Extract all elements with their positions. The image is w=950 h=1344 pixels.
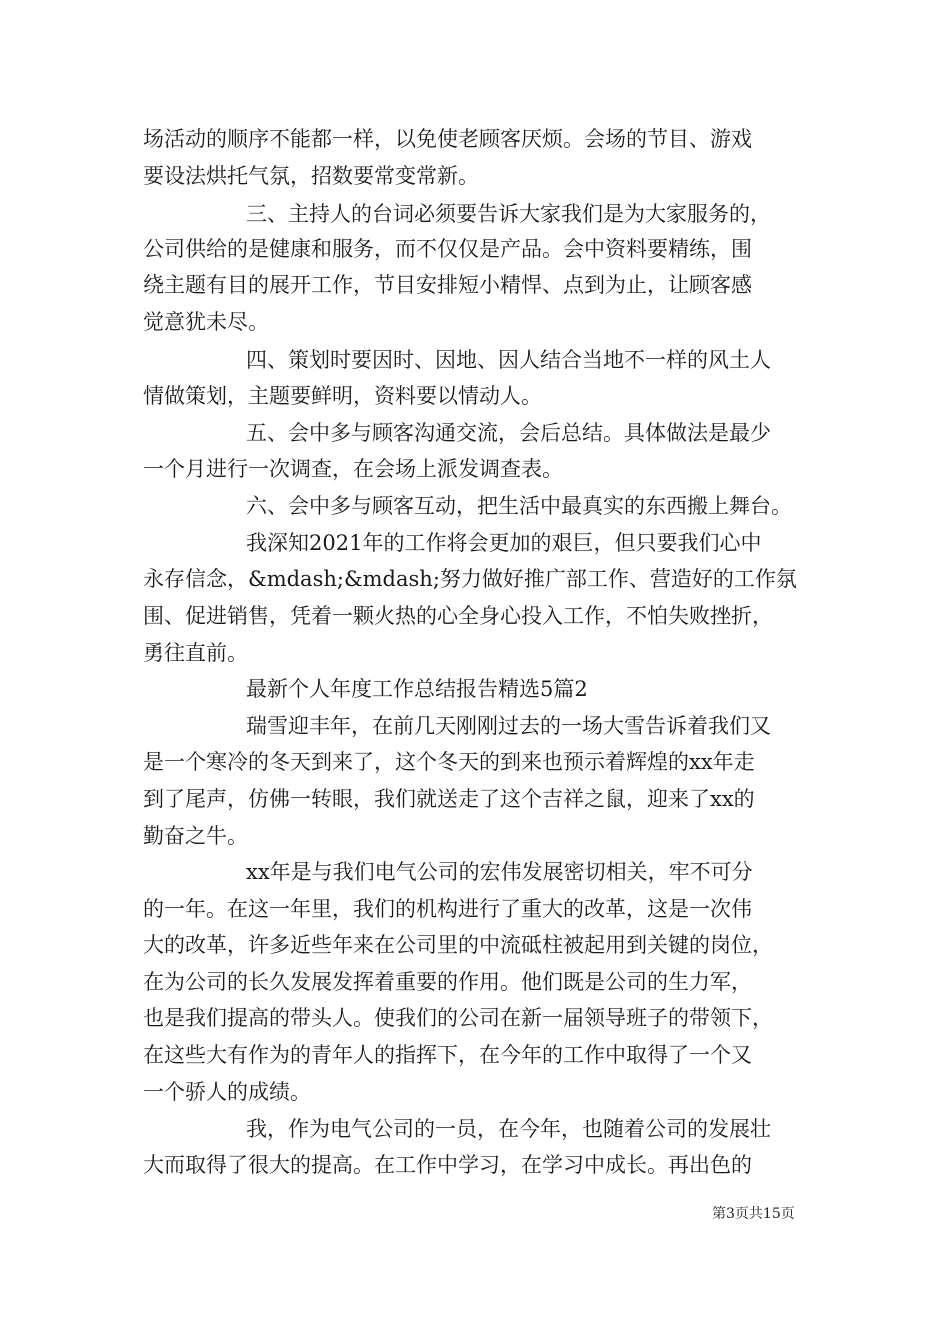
- paragraph-line: 永存信念，&mdash;&mdash;努力做好推广部工作、营造好的工作氛: [143, 567, 797, 591]
- paragraph-line: 三、主持人的台词必须要告诉大家我们是为大家服务的，: [246, 202, 771, 226]
- paragraph-line: 也是我们提高的带头人。使我们的公司在新一届领导班子的带领下，: [143, 1006, 773, 1030]
- paragraph-line: 的一年。在这一年里，我们的机构进行了重大的改革，这是一次伟: [143, 897, 752, 921]
- paragraph-line: 情做策划，主题要鲜明，资料要以情动人。: [143, 384, 542, 408]
- paragraph-line: 是一个寒冷的冬天到来了，这个冬天的到来也预示着辉煌的xx年走: [143, 750, 755, 774]
- paragraph-line: 绕主题有目的展开工作，节目安排短小精悍、点到为止，让顾客感: [143, 273, 752, 297]
- paragraph-line: 要设法烘托气氛，招数要常变常新。: [143, 164, 479, 188]
- section-heading: 最新个人年度工作总结报告精选5篇2: [246, 677, 588, 701]
- paragraph-line: 五、会中多与顾客沟通交流，会后总结。具体做法是最少: [246, 421, 771, 445]
- paragraph-line: 四、策划时要因时、因地、因人结合当地不一样的风土人: [246, 348, 771, 372]
- paragraph-line: 在这些大有作为的青年人的指挥下，在今年的工作中取得了一个又: [143, 1043, 752, 1067]
- paragraph-line: 勇往直前。: [143, 641, 248, 665]
- paragraph-line: 瑞雪迎丰年，在前几天刚刚过去的一场大雪告诉着我们又: [246, 714, 771, 738]
- paragraph-line: xx年是与我们电气公司的宏伟发展密切相关，牢不可分: [246, 860, 753, 884]
- paragraph-line: 我深知2021年的工作将会更加的艰巨，但只要我们心中: [246, 531, 762, 555]
- paragraph-line: 勤奋之牛。: [143, 824, 248, 848]
- paragraph-line: 六、会中多与顾客互动，把生活中最真实的东西搬上舞台。: [246, 494, 792, 518]
- paragraph-line: 大的改革，许多近些年来在公司里的中流砥柱被起用到关键的岗位，: [143, 933, 773, 957]
- paragraph-line: 大而取得了很大的提高。在工作中学习，在学习中成长。再出色的: [143, 1153, 752, 1177]
- paragraph-line: 觉意犹未尽。: [143, 310, 269, 334]
- paragraph-line: 一个骄人的成绩。: [143, 1080, 311, 1104]
- paragraph-line: 在为公司的长久发展发挥着重要的作用。他们既是公司的生力军，: [143, 970, 752, 994]
- paragraph-line: 我，作为电气公司的一员，在今年，也随着公司的发展壮: [246, 1117, 771, 1141]
- paragraph-line: 一个月进行一次调查，在会场上派发调查表。: [143, 457, 563, 481]
- paragraph-line: 公司供给的是健康和服务，而不仅仅是产品。会中资料要精练，围: [143, 237, 752, 261]
- paragraph-line: 围、促进销售，凭着一颗火热的心全身心投入工作，不怕失败挫折，: [143, 604, 773, 628]
- page-number-footer: 第3页共15页: [712, 1206, 795, 1222]
- paragraph-line: 到了尾声，仿佛一转眼，我们就送走了这个吉祥之鼠，迎来了xx的: [143, 787, 755, 811]
- paragraph-line: 场活动的顺序不能都一样，以免使老顾客厌烦。会场的节目、游戏: [143, 127, 752, 151]
